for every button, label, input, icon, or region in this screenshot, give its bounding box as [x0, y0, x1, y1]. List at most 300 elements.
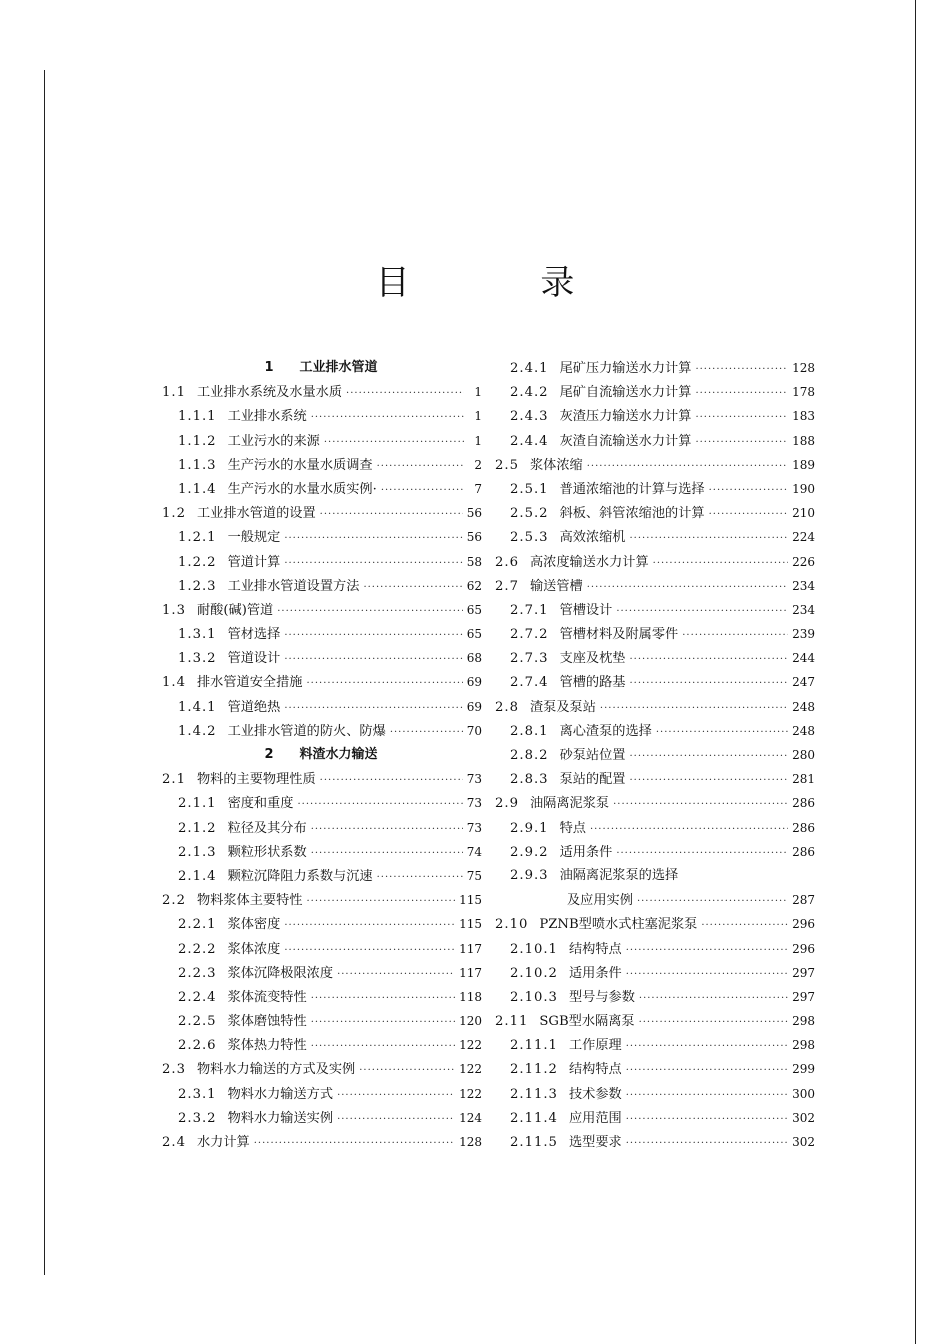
leader-dots [311, 987, 455, 1011]
toc-entry-title: 适用条件 [559, 844, 613, 860]
toc-section-entry[interactable] [160, 888, 482, 912]
leader-dots [626, 1132, 788, 1156]
toc-entry-number: 2.1.3 [178, 844, 217, 860]
toc-page-number: 280 [792, 748, 815, 762]
toc-entry-number: 2.5.3 [510, 530, 549, 546]
toc-page-number: 210 [792, 506, 815, 521]
toc-page-number: 74 [466, 844, 482, 859]
toc-entry-number: 2.5.2 [510, 506, 549, 522]
toc-entry-number: 2.7.4 [510, 675, 549, 691]
toc-subsection-entry[interactable] [160, 695, 482, 719]
leader-dots [600, 697, 788, 721]
toc-entry-number: 2.11 [495, 1014, 529, 1030]
toc-entry-number: 1.3.2 [178, 651, 217, 667]
leader-dots [381, 479, 464, 503]
toc-entry-title: 型号与参数 [568, 989, 635, 1005]
toc-subsection-entry[interactable] [493, 816, 815, 840]
toc-entry-title: 物料水力输送方式 [227, 1086, 334, 1102]
toc-page-number: 234 [792, 602, 815, 617]
toc-entry-number: 2.11.5 [510, 1135, 558, 1150]
leader-dots [324, 431, 464, 455]
toc-subsection-entry[interactable] [493, 429, 815, 453]
toc-subsection-entry[interactable] [493, 840, 815, 864]
toc-entry-number: 1.1.4 [178, 481, 217, 497]
toc-entry-number: 2.2.4 [178, 989, 217, 1005]
toc-page-number: 248 [792, 723, 815, 738]
toc-section-entry[interactable] [160, 670, 482, 694]
toc-entry-number: 1.1 [162, 385, 186, 401]
toc-subsection-entry[interactable] [493, 501, 815, 525]
toc-entry-number: 2.11.3 [510, 1086, 558, 1102]
toc-entry-title: 物料浆体主要特性 [196, 893, 303, 909]
toc-subsection-entry[interactable] [493, 985, 815, 1009]
toc-entry-title: 水力计算 [196, 1135, 250, 1150]
toc-page-number: 302 [792, 1110, 815, 1125]
left-margin-rule [44, 70, 45, 1275]
toc-page-number: 75 [466, 868, 482, 883]
toc-entry-title: 工业排水系统及水量水质 [196, 385, 343, 401]
toc-entry-title: 管槽设计 [559, 602, 613, 618]
toc-entry-title: 油隔离泥浆泵的选择 [559, 867, 679, 883]
toc-entry-title: 灰渣压力输送水力计算 [559, 409, 692, 425]
toc-page-number: 70 [466, 723, 482, 738]
toc-page-number: 117 [459, 941, 482, 956]
toc-page-number: 124 [459, 1110, 482, 1125]
toc-page-number: 281 [792, 772, 815, 787]
leader-dots [653, 552, 788, 576]
toc-subsection-entry[interactable] [493, 719, 815, 743]
toc-page-number: 302 [792, 1135, 815, 1149]
toc-entry-title: 高浓度输送水力计算 [529, 554, 649, 570]
leader-dots [626, 939, 788, 963]
toc-subsection-entry[interactable] [493, 1082, 815, 1106]
leader-dots [346, 382, 464, 406]
toc-entry-title: SGB型水隔离泵 [539, 1014, 635, 1030]
toc-entry-number: 2.8 [495, 699, 519, 715]
toc-entry-number: 2.5.1 [510, 481, 549, 497]
toc-section-entry[interactable] [493, 912, 815, 936]
toc-entry-title: 物料水力输送实例 [227, 1110, 334, 1126]
toc-page-number: 287 [792, 893, 815, 908]
toc-subsection-entry[interactable] [493, 767, 815, 791]
leader-dots [630, 648, 789, 672]
toc-subsection-entry[interactable] [160, 719, 482, 743]
toc-page-number: 286 [792, 820, 815, 835]
leader-dots [277, 600, 463, 624]
toc-section-entry[interactable] [160, 767, 482, 791]
toc-page-number: 56 [466, 530, 482, 545]
toc-entry-number: 1.3 [162, 602, 186, 618]
leader-dots [390, 721, 463, 745]
toc-entry-title: 工业排水系统 [227, 409, 307, 425]
toc-page-number: 115 [459, 893, 482, 908]
toc-subsection-entry[interactable] [160, 453, 482, 477]
leader-dots [298, 793, 463, 817]
toc-entry-number: 2.6 [495, 554, 519, 570]
toc-entry-title: 工业排水管道的设置 [196, 506, 316, 522]
toc-entry-number: 1.2.2 [178, 554, 217, 570]
toc-section-entry[interactable] [493, 453, 815, 477]
toc-page-number: 128 [459, 1135, 482, 1149]
toc-subsection-entry[interactable] [160, 937, 482, 961]
leader-dots [695, 431, 788, 455]
leader-dots [613, 793, 788, 817]
toc-subsection-entry[interactable] [493, 622, 815, 646]
toc-entry-number: 2.8.3 [510, 772, 549, 788]
leader-dots [626, 963, 788, 987]
toc-page-number: 190 [792, 481, 815, 496]
leader-dots [337, 1084, 455, 1108]
toc-page-number: 65 [466, 602, 482, 617]
toc-section-entry[interactable] [160, 380, 482, 404]
toc-entry-title: 斜板、斜管浓缩池的计算 [559, 506, 705, 522]
toc-section-entry[interactable] [493, 574, 815, 598]
toc-page-number: 297 [792, 989, 815, 1004]
leader-dots [701, 914, 788, 938]
toc-entry-title: 工业排水管道的防火、防爆 [227, 723, 386, 739]
leader-dots [639, 1011, 789, 1035]
toc-entry-title: 管槽材料及附属零件 [559, 627, 679, 643]
toc-subsection-entry[interactable] [160, 791, 482, 815]
toc-entry-number: 2.8.1 [510, 723, 549, 739]
chapter-heading [160, 356, 482, 380]
toc-page-number: 122 [459, 1038, 482, 1053]
toc-entry-number: 2.8.2 [510, 748, 549, 763]
toc-subsection-entry[interactable] [493, 477, 815, 501]
toc-entry-number: 2.3.2 [178, 1110, 217, 1126]
toc-subsection-entry[interactable] [160, 985, 482, 1009]
leader-dots [311, 1035, 455, 1059]
leader-dots [626, 1035, 788, 1059]
leader-dots [377, 455, 464, 479]
toc-entry-number: 1.1.1 [178, 409, 217, 425]
toc-subsection-entry[interactable] [160, 477, 482, 501]
toc-entry-number: 2.7.2 [510, 627, 549, 643]
toc-entry-title: 浆体磨蚀特性 [227, 1014, 307, 1030]
leader-dots [709, 503, 788, 527]
toc-page-number: 297 [792, 965, 815, 980]
toc-page-number: 115 [459, 917, 482, 932]
toc-entry-title: 浆体浓度 [227, 941, 281, 957]
toc-entry-number: 1.2.1 [178, 530, 217, 546]
toc-entry-number: 2.9.3 [510, 867, 549, 883]
toc-subsection-entry[interactable] [160, 1106, 482, 1130]
toc-page-number: 247 [792, 675, 815, 690]
toc-entry-number: 2.2.5 [178, 1014, 217, 1030]
toc-page-number: 244 [792, 651, 815, 666]
toc-subsection-entry[interactable] [160, 574, 482, 598]
leader-dots [626, 1084, 788, 1108]
toc-entry-title: PZNB型喷水式柱塞泥浆泵 [539, 917, 698, 933]
toc-subsection-entry[interactable] [160, 864, 482, 888]
toc-entry-number: 2.1 [162, 772, 186, 788]
toc-entry-title: 应用范围 [568, 1110, 622, 1126]
toc-entry-number: 2.4.2 [510, 385, 549, 401]
toc-subsection-entry[interactable] [160, 961, 482, 985]
toc-entry-title: 一般规定 [227, 530, 281, 546]
toc-left-column [160, 356, 482, 1154]
toc-subsection-entry[interactable] [493, 1057, 815, 1081]
toc-subsection-entry[interactable] [493, 670, 815, 694]
toc-page-number: 286 [792, 844, 815, 859]
toc-subsection-entry[interactable] [160, 646, 482, 670]
toc-entry-number: 2.3.1 [178, 1086, 217, 1102]
toc-section-entry[interactable] [493, 550, 815, 574]
leader-dots [311, 1011, 455, 1035]
toc-entry-number: 2.11.1 [510, 1038, 558, 1054]
leader-dots [590, 818, 788, 842]
leader-dots [320, 503, 463, 527]
toc-entry-title: 工业污水的来源 [227, 433, 320, 449]
toc-subsection-entry[interactable] [493, 525, 815, 549]
toc-page-number: 298 [792, 1014, 815, 1029]
toc-entry-title: 管材选择 [227, 627, 281, 643]
toc-page-number: 234 [792, 578, 815, 593]
toc-section-entry[interactable] [160, 501, 482, 525]
toc-page-number: 188 [792, 433, 815, 448]
toc-entry-number: 2.2.2 [178, 941, 217, 957]
leader-dots [311, 842, 463, 866]
leader-dots [616, 842, 788, 866]
toc-page-number: 1 [474, 409, 482, 424]
toc-subsection-entry[interactable] [493, 646, 815, 670]
leader-dots [306, 890, 455, 914]
toc-page-number: 128 [792, 361, 815, 375]
toc-page-number: 1 [474, 433, 482, 448]
toc-section-entry[interactable] [493, 695, 815, 719]
toc-entry-title: 管道设计 [227, 651, 281, 667]
leader-dots [284, 648, 462, 672]
toc-page-number: 296 [792, 917, 815, 932]
leader-dots [284, 914, 455, 938]
toc-entry-title: 尾矿压力输送水力计算 [559, 361, 692, 376]
leader-dots [284, 697, 462, 721]
toc-entry-number: 2.10.3 [510, 989, 558, 1005]
toc-section-entry[interactable] [493, 791, 815, 815]
toc-entry-title: 结构特点 [568, 941, 622, 957]
toc-entry-title: 适用条件 [568, 965, 622, 981]
leader-dots [306, 672, 462, 696]
leader-dots [630, 527, 789, 551]
chapter-title: 工业排水管道 [299, 360, 378, 375]
toc-entry-number: 2.9.1 [510, 820, 549, 836]
toc-entry-title: 结构特点 [568, 1062, 622, 1078]
toc-entry-title: 灰渣自流输送水力计算 [559, 433, 692, 449]
leader-dots [284, 624, 462, 648]
toc-entry-title: 尾矿自流输送水力计算 [559, 385, 692, 401]
toc-page-number: 239 [792, 627, 815, 642]
toc-subsection-entry[interactable] [493, 356, 815, 380]
toc-page-number: 58 [466, 554, 482, 569]
chapter-number: 2 [264, 747, 275, 762]
leader-dots [311, 406, 464, 430]
toc-entry-title: 高效浓缩机 [559, 530, 626, 546]
leader-dots [709, 479, 788, 503]
toc-page-number: 300 [792, 1086, 815, 1101]
toc-entry-number: 1.2.3 [178, 578, 217, 594]
toc-entry-title: 颗粒沉降阻力系数与沉速 [227, 868, 373, 884]
toc-entry-title: 工作原理 [568, 1038, 622, 1054]
toc-entry-title: 工业排水管道设置方法 [227, 578, 360, 594]
toc-page-number: 299 [792, 1062, 815, 1077]
leader-dots [656, 721, 788, 745]
toc-subsection-entry[interactable] [160, 429, 482, 453]
toc-entry-title: 浆体流变特性 [227, 989, 307, 1005]
toc-entry-title: 耐酸(碱)管道 [196, 602, 274, 618]
toc-page-number: 68 [466, 651, 482, 666]
toc-entry-number: 2.7.1 [510, 602, 549, 618]
toc-entry-title: 特点 [559, 820, 586, 836]
toc-entry-number: 2.4.1 [510, 361, 549, 376]
toc-page-number: 73 [466, 772, 482, 787]
toc-entry-title: 普通浓缩池的计算与选择 [559, 481, 705, 497]
toc-page-number: 118 [459, 989, 482, 1004]
toc-subsection-entry[interactable] [493, 1033, 815, 1057]
toc-entry-number: 2.4.3 [510, 409, 549, 425]
leader-dots [320, 769, 463, 793]
toc-subsection-entry[interactable] [160, 816, 482, 840]
toc-subsection-entry[interactable] [160, 840, 482, 864]
toc-entry-title: 选型要求 [568, 1135, 622, 1150]
leader-dots [682, 624, 788, 648]
leader-dots [377, 866, 463, 890]
leader-dots [284, 527, 462, 551]
toc-entry-number: 2.2.3 [178, 965, 217, 981]
toc-entry-number: 1.1.2 [178, 433, 217, 449]
toc-page-number: 120 [459, 1014, 482, 1029]
toc-section-entry[interactable] [160, 598, 482, 622]
toc-page-number: 183 [792, 409, 815, 424]
toc-entry-title: 浆体热力特性 [227, 1038, 307, 1054]
toc-subsection-entry[interactable] [160, 1082, 482, 1106]
toc-entry-title: 油隔离泥浆泵 [529, 796, 610, 812]
toc-subsection-entry[interactable] [493, 1130, 815, 1154]
toc-subsection-entry[interactable] [160, 550, 482, 574]
toc-entry-number: 2.2.1 [178, 917, 217, 933]
leader-dots [284, 552, 462, 576]
toc-section-entry[interactable] [160, 1057, 482, 1081]
toc-entry-title: 输送管槽 [529, 578, 583, 594]
toc-page-number: 73 [466, 796, 482, 811]
leader-dots [626, 1059, 788, 1083]
toc-subsection-entry[interactable] [493, 961, 815, 985]
toc-entry-number: 2.1.4 [178, 868, 217, 884]
toc-subsection-entry[interactable] [493, 864, 815, 888]
toc-page-number: 122 [459, 1062, 482, 1077]
leader-dots [630, 672, 789, 696]
leader-dots [616, 600, 788, 624]
toc-subsection-entry[interactable] [160, 622, 482, 646]
toc-entry-number: 2.4 [162, 1135, 186, 1150]
toc-entry-number: 2.10 [495, 917, 529, 933]
toc-entry-title: 物料的主要物理性质 [196, 772, 316, 788]
leader-dots [311, 818, 463, 842]
toc-page-number: 296 [792, 941, 815, 956]
leader-dots [695, 358, 788, 382]
leader-dots [337, 1108, 455, 1132]
toc-page-number: 7 [474, 481, 482, 496]
toc-entry-number: 1.4 [162, 675, 186, 691]
toc-entry-number: 2.2 [162, 893, 186, 909]
toc-entry-number: 2.1.2 [178, 820, 217, 836]
toc-entry-title: 浆体沉降极限浓度 [227, 965, 334, 981]
leader-dots [363, 576, 462, 600]
toc-entry-title: 技术参数 [568, 1086, 622, 1102]
toc-page-number: 248 [792, 699, 815, 714]
toc-entry-title: 管道计算 [227, 554, 281, 570]
toc-entry-title: 浆体浓缩 [529, 457, 583, 473]
toc-entry-number: 1.2 [162, 506, 186, 522]
chapter-number: 1 [264, 360, 275, 375]
toc-entry-number: 2.11.2 [510, 1062, 558, 1078]
toc-page-number: 117 [459, 965, 482, 980]
toc-page-number: 286 [792, 796, 815, 811]
toc-entry-number: 2.11.4 [510, 1110, 558, 1126]
toc-section-entry[interactable] [493, 1009, 815, 1033]
toc-subsection-entry[interactable] [160, 525, 482, 549]
toc-entry-title: 泵站的配置 [559, 772, 626, 788]
toc-subsection-entry[interactable] [160, 404, 482, 428]
toc-entry-title: 管槽的路基 [559, 675, 626, 691]
leader-dots [637, 890, 788, 914]
page-title: 目 录 [375, 262, 635, 303]
toc-subsection-entry[interactable] [493, 598, 815, 622]
toc-right-column [493, 356, 815, 1154]
toc-subsection-entry[interactable] [493, 404, 815, 428]
toc-subsection-entry[interactable] [493, 937, 815, 961]
toc-entry-title: 排水管道安全措施 [196, 675, 303, 691]
toc-entry-title: 及应用实例 [567, 893, 633, 909]
toc-entry-number: 2.5 [495, 457, 519, 473]
toc-page-number: 224 [792, 530, 815, 545]
leader-dots [695, 406, 788, 430]
leader-dots [587, 455, 788, 479]
toc-entry-number: 2.7.3 [510, 651, 549, 667]
chapter-title: 料渣水力输送 [299, 747, 378, 762]
toc-page-number: 298 [792, 1038, 815, 1053]
toc-page-number: 178 [792, 385, 815, 400]
leader-dots [639, 987, 788, 1011]
toc-subsection-entry[interactable] [493, 743, 815, 767]
chapter-heading [160, 743, 482, 767]
right-margin-rule [915, 0, 916, 1344]
toc-entry-number: 1.1.3 [178, 457, 217, 473]
leader-dots [337, 963, 455, 987]
toc-section-entry[interactable] [160, 1130, 482, 1154]
leader-dots [626, 1108, 788, 1132]
toc-entry-title: 砂泵站位置 [559, 748, 626, 763]
toc-entry-title: 密度和重度 [227, 796, 294, 812]
toc-page-number: 62 [466, 578, 482, 593]
toc-entry-title: 生产污水的水量水质实例· [227, 481, 377, 497]
toc-page-number: 56 [466, 506, 482, 521]
toc-page-number: 65 [466, 627, 482, 642]
toc-subsection-entry[interactable] [160, 1009, 482, 1033]
toc-entry-number: 1.4.2 [178, 723, 217, 739]
toc-subsection-entry[interactable] [160, 1033, 482, 1057]
toc-entry-number: 2.2.6 [178, 1038, 217, 1054]
toc-subsection-entry[interactable] [493, 1106, 815, 1130]
leader-dots [630, 745, 789, 769]
toc-page-number: 1 [474, 385, 482, 400]
toc-subsection-entry[interactable] [493, 380, 815, 404]
toc-subsection-entry[interactable] [160, 912, 482, 936]
leader-dots [587, 576, 788, 600]
toc-entry-title: 支座及枕垫 [559, 651, 626, 667]
toc-entry-number: 2.7 [495, 578, 519, 594]
toc-entry-title: 生产污水的水量水质调查 [227, 457, 373, 473]
toc-entry-continuation[interactable] [493, 888, 815, 912]
